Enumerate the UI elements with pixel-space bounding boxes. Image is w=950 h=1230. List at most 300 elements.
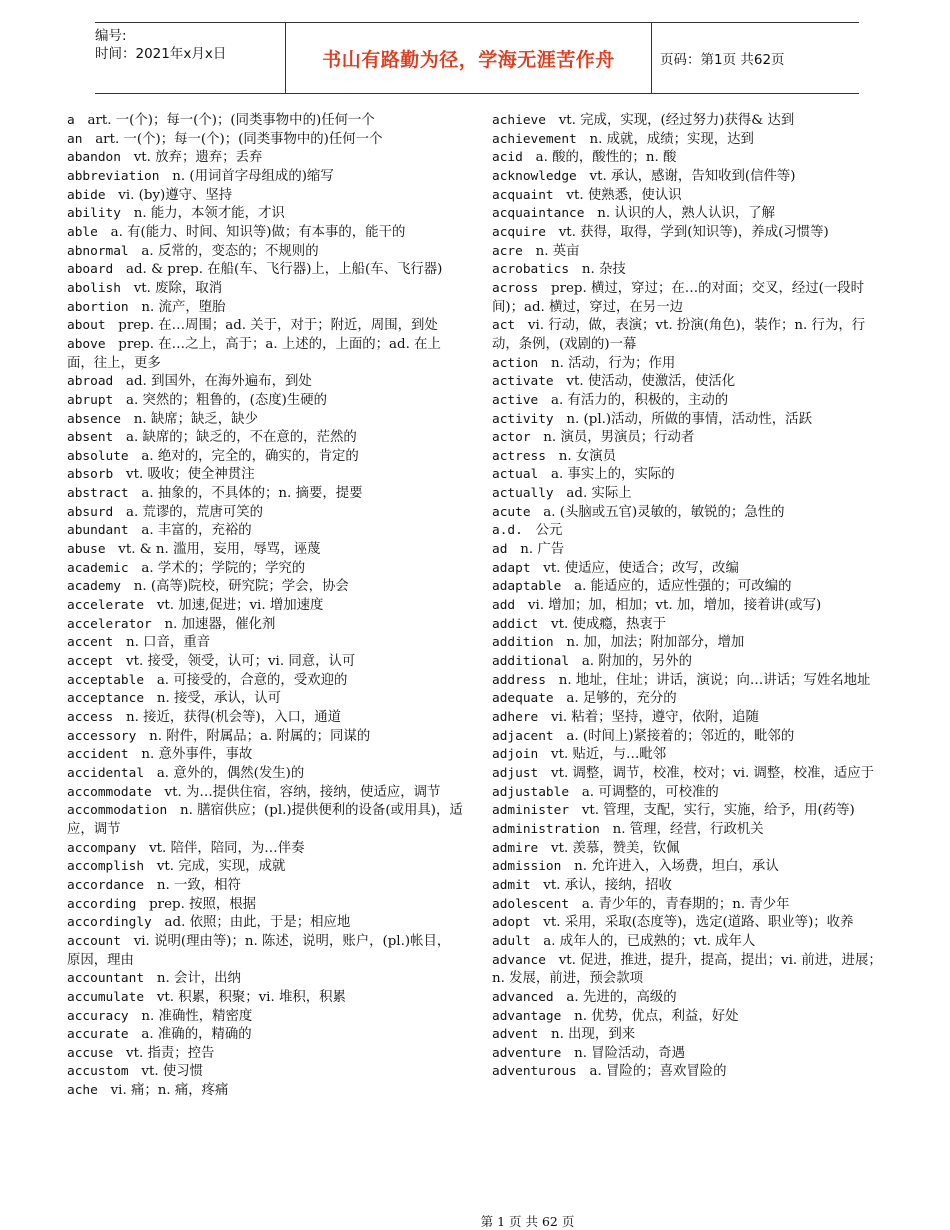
time-label: 时间：2021年x月x日 [95, 46, 227, 62]
dictionary-entry [67, 709, 463, 728]
entry-word: advance [492, 952, 546, 968]
dictionary-entry [492, 168, 888, 187]
dictionary-entry [492, 466, 888, 485]
entry-word: acknowledge [492, 168, 577, 184]
dictionary-entry [67, 448, 463, 467]
entry-definition: vt. 获得，取得，学到(知识等)，养成(习惯等) [545, 224, 829, 240]
entry-definition: n. 流产，堕胎 [128, 299, 226, 315]
entry-definition: a. 成年人的，已成熟的；vt. 成年人 [530, 933, 756, 949]
entry-word: administration [492, 821, 600, 837]
entry-word: about [67, 318, 106, 334]
entry-word: abide [67, 187, 106, 203]
entry-definition: vt. 积累，积聚；vi. 堆积，积累 [144, 989, 346, 1005]
entry-definition: n. (用词首字母组成的)缩写 [159, 168, 334, 184]
dictionary-entry [492, 765, 888, 784]
dictionary-entry [67, 840, 463, 859]
entry-definition: vt. 为…提供住宿，容纳，接纳，使适应，调节 [151, 784, 441, 800]
entry-word: accompany [67, 840, 137, 856]
dictionary-entry [492, 1045, 888, 1064]
dictionary-entry [67, 336, 463, 373]
entry-word: absence [67, 411, 121, 427]
entry-definition: vt. & n. 滥用，妄用，辱骂，诬蔑 [105, 542, 321, 558]
dictionary-entry [67, 131, 463, 150]
entry-definition: vt. 羡慕，赞美，钦佩 [538, 840, 680, 856]
entry-word: adjacent [492, 728, 554, 744]
entry-definition: n. 意外事件，事故 [128, 747, 253, 763]
dictionary-entry [492, 1026, 888, 1045]
entry-word: adaptable [492, 579, 562, 595]
entry-word: ability [67, 206, 121, 222]
entry-definition: n. 管理，经营，行政机关 [599, 821, 764, 837]
entry-definition: vi. 痛；n. 痛，疼痛 [97, 1083, 229, 1099]
dictionary-entry [492, 728, 888, 747]
dictionary-entry [492, 597, 888, 616]
entry-word: addict [492, 616, 539, 632]
entry-definition: a. 酸的，酸性的；n. 酸 [522, 150, 677, 166]
entry-word: accumulate [67, 989, 145, 1005]
entry-definition: n. 冒险活动，奇遇 [561, 1045, 685, 1061]
entry-definition: n. 成就，成绩；实现，达到 [576, 131, 754, 147]
entry-word: actress [492, 448, 546, 464]
entry-word: actually [492, 486, 554, 502]
entry-word: act [492, 318, 516, 334]
entry-definition: art. 一(个)；每一(个)；(同类事物中的)任何一个 [82, 131, 383, 147]
dictionary-entry [67, 1026, 463, 1045]
entry-definition: a. 意外的，偶然(发生)的 [144, 765, 305, 781]
entry-word: abbreviation [67, 168, 160, 184]
dictionary-entry [67, 411, 463, 430]
dictionary-entry [492, 989, 888, 1008]
entry-word: adjustable [492, 784, 570, 800]
entry-word: acceptable [67, 672, 145, 688]
entry-definition: vi. 粘着；坚持，遵守，依附，追随 [538, 710, 759, 725]
left-column [67, 112, 463, 1101]
entry-word: adult [492, 933, 531, 949]
entry-word: adequate [492, 691, 554, 707]
entry-word: actual [492, 467, 539, 483]
entry-definition: a. 有活力的，积极的，主动的 [538, 392, 729, 408]
entry-definition: a. 抽象的，不具体的；n. 摘要，提要 [128, 486, 363, 502]
entry-word: abolish [67, 280, 121, 296]
entry-definition: n. 口音，重音 [113, 635, 211, 651]
entry-definition: prep. 在…周围；ad. 关于，对于；附近，周围，到处 [105, 318, 438, 334]
dictionary-entry [492, 653, 888, 672]
dictionary-entry [67, 205, 463, 224]
entry-word: acrobatics [492, 262, 570, 278]
dictionary-entry [67, 149, 463, 168]
entry-word: accommodation [67, 803, 168, 819]
dictionary-entry [67, 858, 463, 877]
dictionary-entry [67, 485, 463, 504]
dictionary-entry [67, 504, 463, 523]
dictionary-entry [492, 690, 888, 709]
entry-definition: vt. 承认，接纳，招收 [530, 877, 672, 893]
entry-definition: ad. & prep. 在船(车、飞行器)上，上船(车、飞行器) [113, 262, 443, 278]
entry-definition: n. 能力，本领才能，才识 [120, 206, 285, 222]
dictionary-entry [492, 243, 888, 262]
dictionary-entry [67, 243, 463, 262]
entry-word: acre [492, 243, 523, 259]
entry-word: aboard [67, 262, 114, 278]
dictionary-entry [492, 112, 888, 131]
entry-word: accessory [67, 728, 137, 744]
entry-word: activity [492, 411, 554, 427]
entry-word: accountant [67, 971, 145, 987]
entry-word: abroad [67, 374, 114, 390]
dictionary-entry [492, 896, 888, 915]
dictionary-entry [492, 205, 888, 224]
dictionary-entry [492, 355, 888, 374]
dictionary-entry [492, 746, 888, 765]
entry-word: account [67, 933, 121, 949]
entry-word: absent [67, 430, 114, 446]
entry-definition: n. 活动，行为；作用 [538, 355, 676, 371]
dictionary-entry [492, 1063, 888, 1082]
dictionary-entry [492, 131, 888, 150]
entry-word: a.d. [492, 523, 523, 539]
dictionary-entry [67, 597, 463, 616]
dictionary-entry [67, 429, 463, 448]
dictionary-entry [492, 448, 888, 467]
entry-definition: a. 有(能力、时间、知识等)做；有本事的，能干的 [97, 224, 406, 240]
entry-definition: n. 会计，出纳 [144, 971, 241, 987]
dictionary-entry [492, 858, 888, 877]
entry-definition: n. 加，加法；附加部分，增加 [553, 635, 745, 651]
entry-definition: a. 能适应的，适应性强的；可改编的 [561, 579, 792, 595]
entry-word: achievement [492, 131, 577, 147]
entry-definition: a. 绝对的，完全的，确实的，肯定的 [128, 448, 359, 464]
entry-word: adjust [492, 765, 539, 781]
dictionary-entry [67, 1008, 463, 1027]
dictionary-entry [492, 914, 888, 933]
entry-definition: vt. 使活动，使激活，使活化 [553, 374, 736, 390]
entry-word: accent [67, 635, 114, 651]
entry-definition: ad. 实际上 [553, 486, 632, 502]
dictionary-entry [492, 840, 888, 859]
entry-word: add [492, 598, 516, 614]
entry-word: administer [492, 803, 570, 819]
dictionary-entry [492, 280, 888, 317]
entry-word: acquaintance [492, 206, 585, 222]
entry-definition: a. 青少年的，青春期的；n. 青少年 [569, 896, 790, 912]
entry-definition: a. (头脑或五官)灵敏的，敏锐的；急性的 [530, 504, 785, 520]
entry-definition: vt. 指责；控告 [113, 1045, 215, 1061]
dictionary-entry [67, 634, 463, 653]
entry-definition: vt. 完成，实现，(经过努力)获得& 达到 [545, 113, 795, 128]
entry-definition: n. 认识的人，熟人认识，了解 [584, 206, 776, 222]
entry-definition: vt. 吸收；使全神贯注 [113, 467, 255, 483]
entry-word: adolescent [492, 896, 570, 912]
entry-definition: a. 荒谬的，荒唐可笑的 [113, 504, 264, 520]
entry-definition: a. 突然的；粗鲁的，(态度)生硬的 [113, 392, 328, 408]
entry-definition: n. 英亩 [522, 243, 580, 259]
dictionary-entry [67, 112, 463, 131]
dictionary-entry [492, 821, 888, 840]
dictionary-entry [67, 672, 463, 691]
entry-definition: n. 加速器，催化剂 [151, 616, 276, 632]
dictionary-entry [492, 709, 888, 728]
entry-word: activate [492, 374, 554, 390]
entry-word: abandon [67, 150, 121, 166]
entry-word: a [67, 113, 75, 128]
number-label: 编号: [95, 28, 127, 44]
dictionary-entry [67, 1063, 463, 1082]
entry-word: ad [492, 542, 508, 558]
entry-definition: prep. 按照，根据 [136, 896, 257, 912]
dictionary-entry [67, 989, 463, 1008]
dictionary-entry [492, 672, 888, 691]
dictionary-entry [67, 560, 463, 579]
dictionary-entry [67, 690, 463, 709]
entry-word: acquire [492, 224, 546, 240]
entry-definition: art. 一(个)；每一(个)；(同类事物中的)任何一个 [74, 113, 375, 128]
entry-definition: vi. (by)遵守、坚持 [105, 187, 233, 203]
entry-definition: n. 优势，优点，利益，好处 [561, 1008, 739, 1024]
dictionary-entry [67, 933, 463, 970]
entry-definition: vt. 接受，领受，认可；vi. 同意，认可 [113, 654, 356, 670]
entry-definition: a. 先进的，高级的 [553, 989, 677, 1005]
entry-word: accurate [67, 1027, 129, 1043]
entry-definition: vt. 放弃；遗弃；丢弃 [120, 150, 263, 166]
dictionary-entry [67, 616, 463, 635]
entry-word: admit [492, 877, 531, 893]
dictionary-entry [492, 616, 888, 635]
entry-word: advanced [492, 989, 554, 1005]
entry-definition: n. 允许进入，入场费，坦白，承认 [561, 859, 779, 875]
entry-word: accident [67, 747, 129, 763]
entry-word: access [67, 710, 114, 725]
entry-definition: n. 接近，获得(机会等)，入口，通道 [113, 710, 342, 725]
entry-definition: vt. 使成瘾，热衷于 [538, 616, 667, 632]
entry-definition: a. (时间上)紧接着的；邻近的，毗邻的 [553, 728, 795, 744]
entry-definition: vt. 陪伴，陪同，为…伴奏 [136, 840, 305, 856]
entry-definition: n. 杂技 [569, 262, 626, 278]
entry-word: an [67, 131, 83, 147]
entry-definition: n. 附件，附属品；a. 附属的；同谋的 [136, 728, 371, 744]
entry-word: accomplish [67, 859, 145, 875]
entry-word: adhere [492, 710, 539, 725]
entry-word: accommodate [67, 784, 152, 800]
dictionary-entry [67, 746, 463, 765]
entry-definition: n. (pl.)活动，所做的事情，活动性，活跃 [553, 411, 812, 427]
dictionary-entry [492, 877, 888, 896]
dictionary-entry [67, 896, 463, 915]
dictionary-entry [67, 765, 463, 784]
entry-word: accuse [67, 1045, 114, 1061]
entry-word: abstract [67, 486, 129, 502]
entry-definition: ad. 依照；由此，于是；相应地 [151, 915, 351, 931]
entry-definition: n. 演员，男演员；行动者 [530, 430, 695, 446]
entry-definition: vi. 说明(理由等)；n. 陈述，说明，账户，(pl.)帐目，原因，理由 [67, 933, 451, 968]
entry-definition: vi. 增加；加，相加；vt. 加，增加，接着讲(或写) [515, 598, 822, 614]
entry-word: advantage [492, 1008, 562, 1024]
dictionary-entry [67, 877, 463, 896]
entry-definition: a. 反常的，变态的；不规则的 [128, 243, 319, 259]
entry-definition: a. 学术的；学院的；学究的 [128, 560, 306, 576]
entry-definition: vt. 加速,促进；vi. 增加速度 [144, 598, 324, 614]
entry-definition: n. (高等)院校，研究院；学会，协会 [120, 579, 349, 595]
entry-definition: a. 缺席的；缺乏的，不在意的，茫然的 [113, 430, 357, 446]
entry-definition: vt. 管理，支配，实行，实施，给予，用(药等) [569, 803, 855, 819]
entry-definition: a. 事实上的，实际的 [538, 467, 675, 483]
dictionary-entry [492, 504, 888, 523]
entry-word: absolute [67, 448, 129, 464]
dictionary-entry [67, 224, 463, 243]
entry-definition: n. 一致，相符 [144, 877, 241, 893]
entry-word: actor [492, 430, 531, 446]
entry-definition: vt. 承认，感谢，告知收到(信件等) [576, 168, 796, 184]
entry-definition: vt. 完成，实现，成就 [144, 859, 286, 875]
entry-definition: a. 可接受的，合意的，受欢迎的 [144, 672, 348, 688]
entry-definition: n. 广告 [507, 542, 565, 558]
dictionary-entry [492, 224, 888, 243]
dictionary-entry [492, 317, 888, 354]
entry-word: across [492, 280, 539, 296]
entry-word: adventurous [492, 1064, 577, 1080]
entry-word: active [492, 392, 539, 408]
entry-word: achieve [492, 113, 546, 128]
entry-word: accordingly [67, 915, 152, 931]
entry-definition: vi. 行动，做，表演；vt. 扮演(角色)，装作；n. 行为，行动，条例，(戏剧的)一幕 [492, 318, 866, 352]
dictionary-entry [67, 522, 463, 541]
dictionary-entry [67, 261, 463, 280]
dictionary-entry [492, 784, 888, 803]
entry-definition: a. 准确的，精确的 [128, 1027, 252, 1043]
entry-definition: vt. 使习惯 [128, 1064, 204, 1080]
entry-word: above [67, 336, 106, 352]
entry-definition: n. 接受，承认，认可 [144, 691, 282, 707]
entry-definition: vt. 促进，推进，提升，提高，提出；vi. 前进，进展；n. 发展，前进，预会款项 [492, 952, 882, 987]
entry-definition: ad. 到国外，在海外遍布，到处 [113, 374, 312, 390]
dictionary-entry [67, 802, 463, 839]
dictionary-entry [67, 280, 463, 299]
entry-word: admission [492, 859, 562, 875]
entry-definition: vt. 使适应，使适合；改写，改编 [530, 560, 739, 576]
entry-word: accelerator [67, 616, 152, 632]
dictionary-entry [492, 560, 888, 579]
entry-word: accustom [67, 1064, 129, 1080]
entry-word: additional [492, 654, 570, 670]
entry-word: advent [492, 1027, 539, 1043]
entry-word: acquaint [492, 187, 554, 203]
entry-word: action [492, 355, 539, 371]
dictionary-entry [67, 317, 463, 336]
header-meta [95, 23, 285, 93]
dictionary-entry [492, 411, 888, 430]
dictionary-entry [492, 149, 888, 168]
entry-word: accept [67, 654, 114, 670]
dictionary-entry [67, 187, 463, 206]
dictionary-entry [492, 933, 888, 952]
entry-word: accordance [67, 877, 145, 893]
page-header [95, 22, 859, 94]
dictionary-entry [492, 429, 888, 448]
entry-definition: n. 准确性，精密度 [128, 1008, 253, 1024]
entry-word: adopt [492, 915, 531, 931]
entry-definition: vt. 调整，调节，校准，校对；vi. 调整，校准，适应于 [538, 765, 875, 781]
entry-definition: a. 冒险的；喜欢冒险的 [576, 1064, 727, 1080]
entry-definition: n. 出现，到来 [538, 1027, 636, 1043]
entry-word: acceptance [67, 691, 145, 707]
entry-word: admire [492, 840, 539, 856]
entry-word: according [67, 896, 137, 912]
entry-definition: n. 地址，住址；讲话，演说；向…讲话；写姓名地址 [545, 672, 871, 688]
dictionary-entry [492, 952, 888, 989]
dictionary-entry [67, 541, 463, 560]
entry-word: academy [67, 579, 121, 595]
dictionary-entry [67, 914, 463, 933]
entry-definition: vt. 使熟悉，使认识 [553, 187, 682, 203]
entry-word: absurd [67, 504, 114, 520]
entry-word: ache [67, 1083, 98, 1099]
entry-definition: vt. 采用，采取(态度等)，选定(道路、职业等)；收养 [530, 915, 854, 931]
dictionary-entry [67, 784, 463, 803]
entry-word: abortion [67, 299, 129, 315]
entry-word: abundant [67, 523, 129, 539]
dictionary-entry [492, 373, 888, 392]
entry-definition: prep. 在…之上，高于；a. 上述的，上面的；ad. 在上面，往上，更多 [67, 336, 441, 371]
motto: 书山有路勤为径，学海无涯苦作舟 [285, 23, 652, 93]
entry-word: abuse [67, 542, 106, 558]
dictionary-entry [67, 373, 463, 392]
entry-definition: 公元 [522, 523, 563, 539]
entry-definition: n. 女演员 [545, 448, 617, 464]
dictionary-entry [67, 168, 463, 187]
right-column [492, 112, 888, 1082]
dictionary-entry [67, 970, 463, 989]
entry-word: accidental [67, 765, 145, 781]
entry-definition: vt. 贴近，与…毗邻 [538, 747, 667, 763]
dictionary-entry [67, 466, 463, 485]
entry-definition: prep. 横过，穿过；在…的对面；交叉，经过(一段时间)；ad. 横过，穿过，在另一边 [492, 280, 865, 315]
dictionary-entry [67, 392, 463, 411]
dictionary-entry [67, 1082, 463, 1101]
dictionary-entry [492, 392, 888, 411]
entry-word: abnormal [67, 243, 129, 259]
entry-word: abrupt [67, 392, 114, 408]
dictionary-entry [492, 634, 888, 653]
entry-word: acid [492, 150, 523, 166]
dictionary-entry [492, 522, 888, 541]
entry-word: able [67, 224, 98, 240]
entry-definition: n. 膳宿供应；(pl.)提供便利的设备(或用具)，适应，调节 [67, 803, 463, 837]
dictionary-entry [67, 299, 463, 318]
entry-word: adjoin [492, 747, 539, 763]
entry-word: acute [492, 504, 531, 520]
dictionary-entry [492, 802, 888, 821]
entry-definition: vt. 废除，取消 [120, 280, 223, 296]
entry-definition: a. 附加的，另外的 [569, 654, 693, 670]
dictionary-entry [67, 653, 463, 672]
entry-word: addition [492, 635, 554, 651]
dictionary-entry [67, 578, 463, 597]
entry-word: absorb [67, 467, 114, 483]
dictionary-entry [492, 541, 888, 560]
entry-definition: a. 足够的，充分的 [553, 691, 677, 707]
entry-word: adventure [492, 1045, 562, 1061]
entry-word: accuracy [67, 1008, 129, 1024]
entry-word: address [492, 672, 546, 688]
page-footer: 第 1 页 共 62 页 [480, 1214, 575, 1229]
dictionary-entry [492, 578, 888, 597]
dictionary-entry [67, 728, 463, 747]
page-label: 页码：第1页 共62页 [660, 52, 785, 68]
dictionary-entry [492, 261, 888, 280]
dictionary-entry [492, 485, 888, 504]
entry-definition: a. 可调整的，可校准的 [569, 784, 719, 800]
dictionary-entry [492, 187, 888, 206]
dictionary-entry [67, 1045, 463, 1064]
